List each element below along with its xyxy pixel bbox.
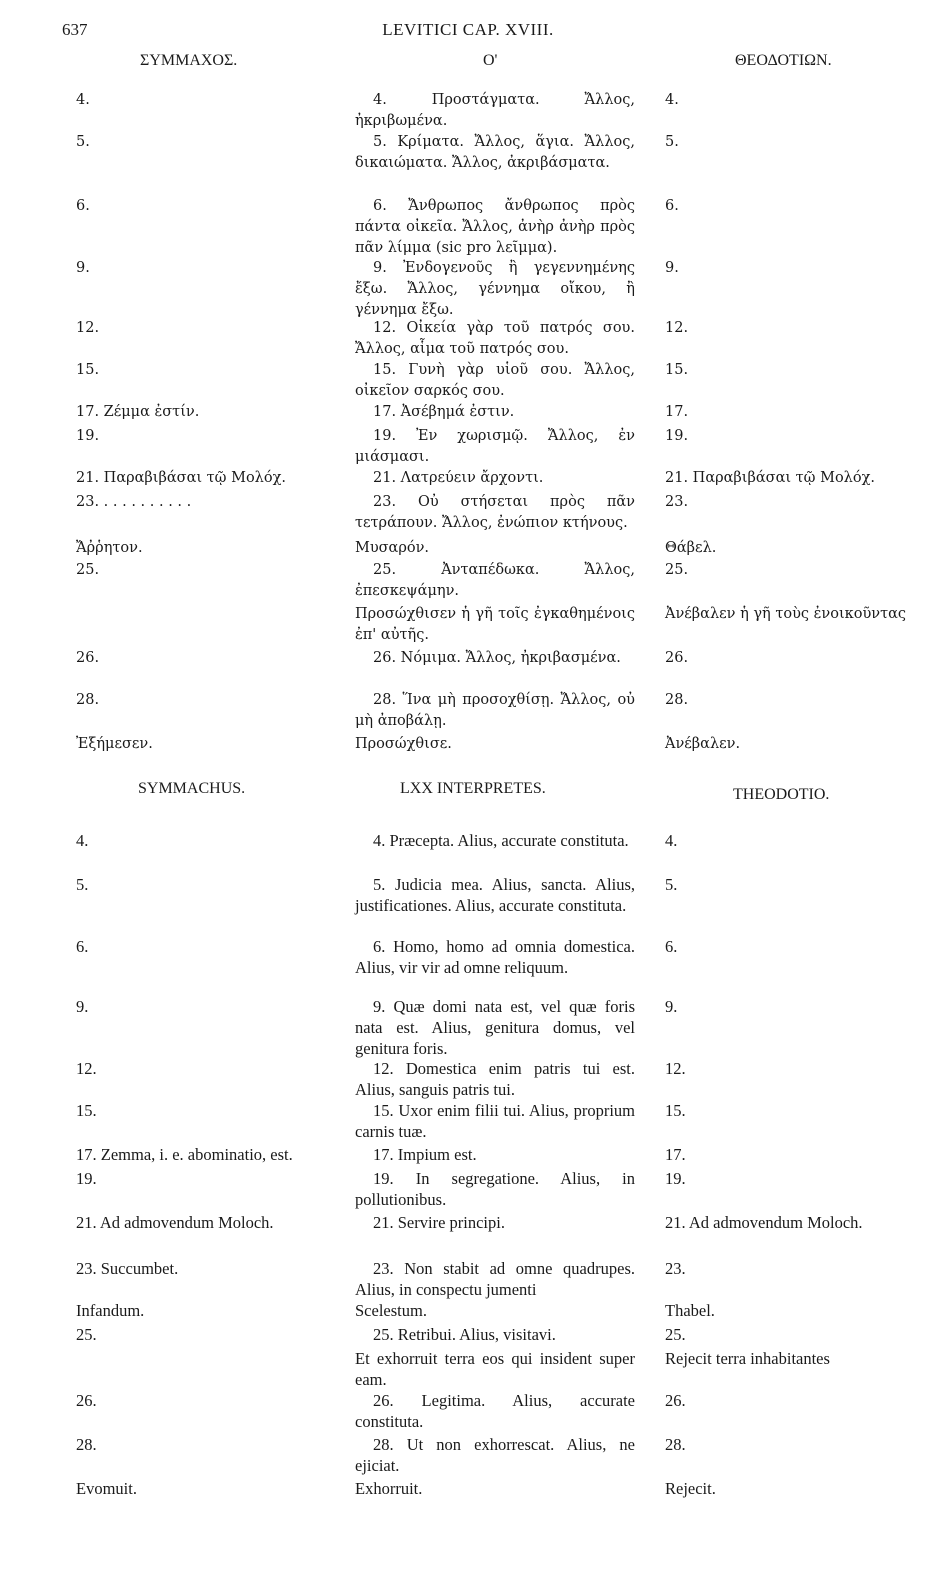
symmachus-cell: 25. [76,1325,97,1344]
symmachus-cell: 12. [76,320,100,336]
theodotion-cell: 6. [665,198,679,214]
lxx-cell: 17. Ἀσέβημά ἐστιν. [373,404,515,420]
theodotion-cell: Ἀνέβαλεν. [665,736,741,752]
theodotion-cell: 12. [665,1059,686,1078]
theodotion-cell: Rejecit. [665,1479,716,1498]
lxx-cell: 12. Domestica enim patris tui est. Alius, sanguis patris tui. [355,1059,635,1099]
theodotion-cell: 19. [665,1169,686,1188]
running-title: LEVITICI CAP. XVIII. [382,20,554,39]
symmachus-cell: 15. [76,1101,97,1120]
symmachus-cell: 19. [76,428,100,444]
symmachus-cell: 28. [76,1435,97,1454]
lxx-cell: 4. Præcepta. Alius, accurate constituta. [373,831,629,850]
symmachus-cell: 23. Succumbet. [76,1259,179,1278]
lxx-cell: 5. Κρίματα. Ἄλλος, ἅγια. Ἄλλος, δικαιώματα. Ἄλλος, ἀκριβάσματα. [355,134,635,171]
theodotion-cell: 15. [665,362,689,378]
lxx-cell: 28. Ἵνα μὴ προσοχθίσῃ. Ἄλλος, οὐ μὴ ἀποβάλῃ. [355,692,635,729]
theodotion-cell: 17. [665,404,689,420]
symmachus-cell: 6. [76,198,90,214]
lxx-cell: 19. In segregatione. Alius, in pollutionibus. [355,1169,635,1209]
lxx-cell: 5. Judicia mea. Alius, sancta. Alius, justificationes. Alius, accurate constituta. [355,875,635,915]
lxx-cell: Exhorruit. [355,1479,423,1498]
lxx-cell: Scelestum. [355,1301,427,1320]
theodotion-cell: 25. [665,562,689,578]
lxx-cell: 23. Non stabit ad omne quadrupes. Alius, in conspectu jumenti [355,1259,635,1299]
lxx-cell: Et exhorruit terra eos qui insident super eam. [355,1349,635,1389]
lxx-cell: 21. Λατρεύειν ἄρχοντι. [373,470,544,486]
symmachus-cell: 17. Ζέμμα ἐστίν. [76,404,200,420]
symmachus-cell: Ἄῤῥητον. [76,540,143,556]
symmachus-cell: 28. [76,692,100,708]
lxx-cell: 19. Ἐν χωρισμῷ. Ἄλλος, ἐν μιάσμασι. [355,428,635,465]
theodotion-cell: 4. [665,831,678,850]
symmachus-cell: 17. Zemma, i. e. abominatio, est. [76,1145,293,1164]
lxx-cell: 15. Uxor enim filii tui. Alius, proprium carnis tuæ. [355,1101,635,1141]
page-number: 637 [62,20,88,39]
lxx-cell: 28. Ut non exhorrescat. Alius, ne ejiciat. [355,1435,635,1475]
symmachus-cell: Ἐξήμεσεν. [76,736,153,752]
lxx-cell: 26. Legitima. Alius, accurate constituta. [355,1391,635,1431]
theodotion-cell: 26. [665,650,689,666]
symmachus-cell: 4. [76,831,89,850]
theodotion-cell: 4. [665,92,679,108]
symmachus-cell: 9. [76,997,89,1016]
theodotion-cell: 5. [665,134,679,150]
latin-head-lxx: LXX INTERPRETES. [400,780,546,797]
lxx-cell: 6. Ἄνθρωπος ἄνθρωπος πρὸς πάντα οἰκεῖα. Ἄλλος, ἀνὴρ ἀνὴρ πρὸς πᾶν λίμμα (sic pro λεῖμμα). [355,198,635,256]
greek-head-lxx: Ο' [483,52,498,69]
lxx-cell: 4. Προστάγματα. Ἄλλος, ἠκριβωμένα. [355,92,635,129]
lxx-cell: 6. Homo, homo ad omnia domestica. Alius, vir vir ad omne reliquum. [355,937,635,977]
lxx-cell: 12. Οἰκεία γὰρ τοῦ πατρός σου. Ἄλλος, αἷμα τοῦ πατρός σου. [355,320,635,357]
theodotion-cell: 15. [665,1101,686,1120]
greek-head-theodotion: ΘΕΟΔΟΤΙΩΝ. [735,52,832,69]
greek-head-symmachus: ΣΥΜΜΑΧΟΣ. [140,52,238,69]
theodotion-cell: 21. Ad admovendum Moloch. [665,1213,863,1232]
latin-head-theodotion: THEODOTIO. [733,786,830,803]
symmachus-cell: 6. [76,937,89,956]
symmachus-cell: 5. [76,875,89,894]
lxx-cell: 25. Retribui. Alius, visitavi. [373,1325,556,1344]
lxx-cell: 23. Οὐ στήσεται πρὸς πᾶν τετράπουν. Ἄλλος, ἐνώπιον κτήνους. [355,494,635,531]
symmachus-cell: 9. [76,260,90,276]
theodotion-cell: 21. Παραβιβάσαι τῷ Μολόχ. [665,470,875,486]
theodotion-cell: 19. [665,428,689,444]
lxx-cell: Προσώχθισε. [355,736,452,752]
lxx-cell: 17. Impium est. [373,1145,477,1164]
lxx-cell: 9. Ἐνδογενοῦς ἢ γεγεννημένης ἔξω. Ἄλλος, γέννημα οἴκου, ἢ γέννημα ἔξω. [355,260,635,318]
theodotion-cell: 23. [665,1259,686,1278]
theodotion-cell: Θάβελ. [665,540,717,556]
symmachus-cell: 19. [76,1169,97,1188]
lxx-cell: Προσώχθισεν ἡ γῆ τοῖς ἐγκαθημένοις ἐπ' αὐτῆς. [355,606,635,643]
lxx-cell: 26. Νόμιμα. Ἄλλος, ἠκριβασμένα. [373,650,621,666]
symmachus-cell: 21. Παραβιβάσαι τῷ Μολόχ. [76,470,286,486]
theodotion-cell: 25. [665,1325,686,1344]
theodotion-cell: Rejecit terra inhabitantes [665,1349,830,1368]
symmachus-cell: 25. [76,562,100,578]
symmachus-cell: 12. [76,1059,97,1078]
symmachus-cell: Infandum. [76,1301,145,1320]
lxx-cell: 25. Ἀνταπέδωκα. Ἄλλος, ἐπεσκεψάμην. [355,562,635,599]
lxx-cell: 15. Γυνὴ γὰρ υἱοῦ σου. Ἄλλος, οἰκεῖον σαρκός σου. [355,362,635,399]
theodotion-cell: 28. [665,1435,686,1454]
theodotion-cell: 9. [665,260,679,276]
theodotion-cell: 17. [665,1145,686,1164]
theodotion-cell: 6. [665,937,678,956]
symmachus-cell: 21. Ad admovendum Moloch. [76,1213,274,1232]
theodotion-cell: 26. [665,1391,686,1410]
theodotion-cell: 9. [665,997,678,1016]
symmachus-cell: 4. [76,92,90,108]
theodotion-cell: 12. [665,320,689,336]
symmachus-cell: 23. . . . . . . . . . . [76,494,192,510]
lxx-cell: 9. Quæ domi nata est, vel quæ foris nata est. Alius, genitura domus, vel genitura foris. [355,997,635,1058]
theodotion-cell: 5. [665,875,678,894]
latin-head-symmachus: SYMMACHUS. [138,780,246,797]
symmachus-cell: 26. [76,650,100,666]
lxx-cell: Μυσαρόν. [355,540,430,556]
lxx-cell: 21. Servire principi. [373,1213,505,1232]
theodotion-cell: 23. [665,494,689,510]
symmachus-cell: 5. [76,134,90,150]
symmachus-cell: 26. [76,1391,97,1410]
theodotion-cell: Thabel. [665,1301,715,1320]
theodotion-cell: 28. [665,692,689,708]
symmachus-cell: Evomuit. [76,1479,137,1498]
symmachus-cell: 15. [76,362,100,378]
theodotion-cell: Ἀνέβαλεν ἡ γῆ τοὺς ἐνοικοῦντας [665,606,907,622]
